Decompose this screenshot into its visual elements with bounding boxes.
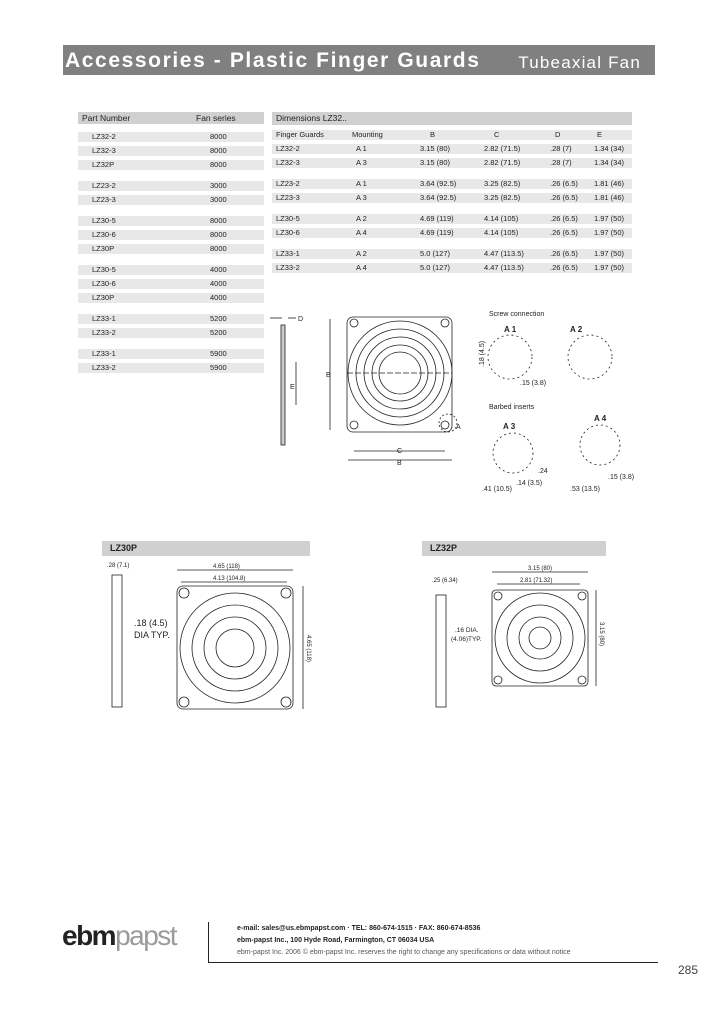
- fan-series: 5900: [210, 363, 227, 372]
- footer-divider: [208, 922, 209, 962]
- col-finger-guards: Finger Guards: [276, 130, 324, 139]
- part-number: LZ23-2: [92, 181, 116, 190]
- label-b: B: [397, 460, 402, 467]
- fan-series: 8000: [210, 244, 227, 253]
- fan-series: 8000: [210, 146, 227, 155]
- dim-d: .26 (6.5): [550, 193, 578, 202]
- dim-e: 1.97 (50): [594, 228, 625, 237]
- lz30p-hole-spacing: 4.13 (104.8): [213, 576, 246, 582]
- dim-c: 2.82 (71.5): [484, 158, 521, 167]
- dim-table-row: [272, 228, 632, 238]
- part-number: LZ33-2: [92, 328, 116, 337]
- fan-series: 4000: [210, 293, 227, 302]
- dim-e: 1.81 (46): [594, 179, 625, 188]
- lz32p-height: 3.15 (80): [598, 622, 604, 647]
- detail-a2-label: A 2: [570, 325, 583, 334]
- lz32p-hole-spacing: 2.81 (71.32): [520, 578, 553, 584]
- part-table-row: [78, 279, 264, 289]
- lz32p-drawing: [420, 560, 610, 725]
- dim-table-row: [272, 144, 632, 154]
- part-table-row: [78, 328, 264, 338]
- a3-dim-insert: .24: [538, 468, 548, 475]
- footer-address: ebm-papst Inc., 100 Hyde Road, Farmington, CT 06034 USA: [237, 937, 435, 944]
- dimensions-table: [272, 112, 632, 272]
- lz32p-width: 3.15 (80): [528, 566, 553, 572]
- mounting: A 3: [356, 158, 367, 167]
- part-table-row: [78, 230, 264, 240]
- part-table-row: [78, 146, 264, 156]
- mounting: A 2: [356, 249, 367, 258]
- label-d: D: [298, 316, 304, 323]
- a3-dim: .41 (10.5): [482, 486, 512, 493]
- label-a: A: [456, 424, 461, 431]
- part-number: LZ32-3: [92, 146, 116, 155]
- dim-d: .26 (6.5): [550, 249, 578, 258]
- fan-series: 5200: [210, 328, 227, 337]
- fan-series: 5200: [210, 314, 227, 323]
- lz30p-drawing: [95, 560, 315, 735]
- part-table-row: [78, 244, 264, 254]
- dim-d: .28 (7): [550, 158, 572, 167]
- dim-table-row: [272, 249, 632, 259]
- lz30p-hole-dia: .18 (4.5): [134, 618, 168, 628]
- fan-series: 4000: [210, 279, 227, 288]
- dim-c: 4.14 (105): [484, 228, 519, 237]
- dim-b: 5.0 (127): [420, 263, 451, 272]
- dim-title-text: Dimensions LZ32..: [276, 113, 347, 123]
- detail-a1-label: A 1: [504, 325, 517, 334]
- finger-guard: LZ32-2: [276, 144, 300, 153]
- dim-table-row: [272, 193, 632, 203]
- dim-d: .26 (6.5): [550, 263, 578, 272]
- lz32p-section-header: LZ32P: [422, 541, 606, 556]
- label-e: E: [290, 384, 295, 391]
- dim-b: 5.0 (127): [420, 249, 451, 258]
- mounting: A 4: [356, 228, 367, 237]
- part-number: LZ33-1: [92, 349, 116, 358]
- dim-table-title: [272, 112, 632, 125]
- part-table-row: [78, 293, 264, 303]
- part-number: LZ32-2: [92, 132, 116, 141]
- dim-c: 2.82 (71.5): [484, 144, 521, 153]
- a1-dim-depth: .15 (3.8): [520, 380, 547, 387]
- part-number: LZ30P: [92, 293, 115, 302]
- footer-contact: e-mail: sales@us.ebmpapst.com · TEL: 860-674-1515 · FAX: 860-674-8536: [237, 925, 481, 932]
- dim-c: 3.25 (82.5): [484, 179, 521, 188]
- footer-notice: ebm-papst Inc. 2006 © ebm-papst Inc. reserves the right to change any specifications or data without notice: [237, 949, 571, 956]
- lz30p-hole-typ: DIA TYP.: [134, 630, 170, 640]
- finger-guard: LZ30-6: [276, 228, 300, 237]
- fan-series: 3000: [210, 181, 227, 190]
- part-number: LZ30-6: [92, 230, 116, 239]
- part-table-row: [78, 265, 264, 275]
- part-table-row: [78, 349, 264, 359]
- footer-rule: [208, 962, 658, 963]
- dim-table-row: [272, 158, 632, 168]
- dim-table-row: [272, 179, 632, 189]
- dim-c: 4.14 (105): [484, 214, 519, 223]
- part-number: LZ33-1: [92, 314, 116, 323]
- part-number: LZ30P: [92, 244, 115, 253]
- lz32p-hole-dia: .16 DIA.: [455, 627, 479, 634]
- fan-series: 8000: [210, 216, 227, 225]
- fan-series: 4000: [210, 265, 227, 274]
- logo-papst: papst: [115, 920, 177, 951]
- logo-ebm: ebm: [62, 920, 116, 951]
- part-number: LZ30-5: [92, 265, 116, 274]
- dim-d: .26 (6.5): [550, 228, 578, 237]
- a3-dim-thickness: .14 (3.5): [516, 480, 543, 487]
- mounting: A 3: [356, 193, 367, 202]
- side-profile: [281, 325, 285, 445]
- dim-e: 1.34 (34): [594, 144, 625, 153]
- a4-dim-depth: .15 (3.8): [608, 474, 635, 481]
- header-fan-series: Fan series: [196, 113, 236, 123]
- dim-table-row: [272, 214, 632, 224]
- a4-dim: .53 (13.5): [570, 486, 600, 493]
- part-number-table: [78, 112, 264, 382]
- barbed-inserts-label: Barbed inserts: [489, 404, 535, 411]
- lz30p-height: 4.65 (118): [305, 635, 311, 662]
- dim-e: 1.97 (50): [594, 214, 625, 223]
- detail-a3-label: A 3: [503, 422, 516, 431]
- finger-guard: LZ32-3: [276, 158, 300, 167]
- lz30p-width: 4.65 (118): [213, 564, 240, 570]
- fan-series: 8000: [210, 230, 227, 239]
- part-table-row: [78, 132, 264, 142]
- dim-b: 4.69 (119): [420, 214, 454, 223]
- fan-series: 8000: [210, 132, 227, 141]
- part-number: LZ30-5: [92, 216, 116, 225]
- lz30p-thickness: .28 (7.1): [107, 563, 130, 569]
- finger-guard: LZ23-2: [276, 179, 300, 188]
- part-number: LZ32P: [92, 160, 115, 169]
- part-table-row: [78, 363, 264, 373]
- dim-b: 3.64 (92.5): [420, 179, 457, 188]
- part-number: LZ33-2: [92, 363, 116, 372]
- mounting: A 2: [356, 214, 367, 223]
- ebmpapst-logo: [62, 920, 176, 952]
- dim-e: 1.97 (50): [594, 263, 625, 272]
- part-table-header: [78, 112, 264, 124]
- mounting: A 1: [356, 144, 367, 153]
- part-table-row: [78, 216, 264, 226]
- col-mounting: Mounting: [352, 130, 383, 139]
- dim-d: .28 (7): [550, 144, 572, 153]
- page-number: 285: [678, 963, 699, 977]
- detail-a4-label: A 4: [594, 414, 607, 423]
- finger-guard: LZ33-1: [276, 249, 300, 258]
- fan-series: 3000: [210, 195, 227, 204]
- col-e: E: [597, 130, 603, 139]
- dim-b: 4.69 (119): [420, 228, 454, 237]
- label-b-vertical: B: [326, 372, 331, 379]
- label-c: C: [397, 448, 403, 455]
- dim-table-header: [272, 130, 632, 140]
- mounting: A 1: [356, 179, 367, 188]
- screw-connection-label: Screw connection: [489, 311, 545, 318]
- dim-b: 3.15 (80): [420, 144, 451, 153]
- dim-b: 3.15 (80): [420, 158, 451, 167]
- lz32p-thickness: .25 (6.34): [432, 578, 458, 584]
- part-table-row: [78, 195, 264, 205]
- part-number: LZ30-6: [92, 279, 116, 288]
- col-c: C: [494, 130, 500, 139]
- header-part-number: Part Number: [82, 113, 131, 123]
- mounting: A 4: [356, 263, 367, 272]
- part-table-row: [78, 314, 264, 324]
- dim-b: 3.64 (92.5): [420, 193, 457, 202]
- col-d: D: [555, 130, 561, 139]
- dim-d: .26 (6.5): [550, 179, 578, 188]
- dim-table-row: [272, 263, 632, 273]
- finger-guard: LZ30-5: [276, 214, 300, 223]
- finger-guard-drawing: [270, 305, 640, 495]
- col-b: B: [430, 130, 436, 139]
- dim-e: 1.97 (50): [594, 249, 625, 258]
- dim-e: 1.81 (46): [594, 193, 625, 202]
- finger-guard: LZ23-3: [276, 193, 300, 202]
- part-table-row: [78, 160, 264, 170]
- lz32p-hole-typ: (4.06)TYP.: [451, 636, 482, 643]
- page-subtitle: Tubeaxial Fan: [518, 53, 641, 72]
- fan-series: 5900: [210, 349, 227, 358]
- fan-series: 8000: [210, 160, 227, 169]
- title-bar: [63, 45, 655, 75]
- dim-c: 3.25 (82.5): [484, 193, 521, 202]
- dim-c: 4.47 (113.5): [484, 249, 524, 258]
- part-number: LZ23-3: [92, 195, 116, 204]
- part-table-row: [78, 181, 264, 191]
- lz30p-section-header: LZ30P: [102, 541, 310, 556]
- finger-guard: LZ33-2: [276, 263, 300, 272]
- dim-c: 4.47 (113.5): [484, 263, 524, 272]
- dim-d: .26 (6.5): [550, 214, 578, 223]
- dim-e: 1.34 (34): [594, 158, 625, 167]
- page-title: Accessories - Plastic Finger Guards: [65, 49, 481, 72]
- a1-dim-hole: .18 (4.5): [479, 340, 486, 367]
